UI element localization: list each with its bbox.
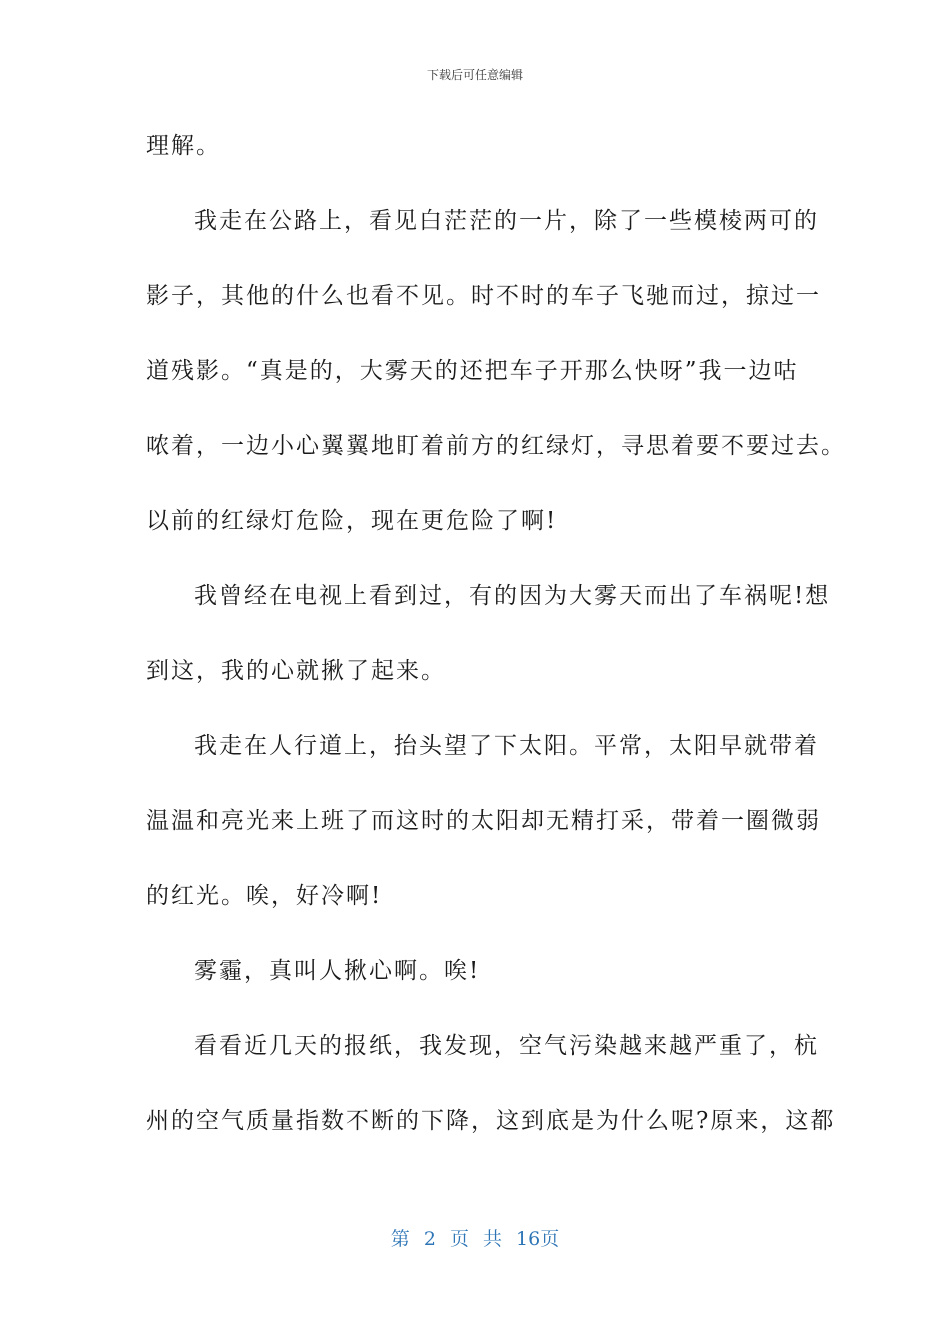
- page-header: 下载后可任意编辑: [426, 68, 523, 82]
- text-line: 的红光。唉，好冷啊!: [146, 883, 383, 909]
- text-line: 我走在公路上，看见白茫茫的一片，除了一些模棱两可的: [194, 208, 819, 234]
- text-line: 道残影。“真是的，大雾天的还把车子开那么快呀”我一边咕: [146, 358, 799, 384]
- page-number-footer: 第 2 页 共 16页: [390, 1228, 560, 1250]
- text-line: 雾霾，真叫人揪心啊。唉!: [194, 958, 481, 984]
- text-line: 哝着，一边小心翼翼地盯着前方的红绿灯，寻思着要不要过去。: [146, 433, 846, 459]
- text-line: 理解。: [146, 133, 221, 159]
- document-body: [146, 118, 846, 1168]
- text-line: 到这，我的心就揪了起来。: [146, 658, 446, 684]
- text-line: 州的空气质量指数不断的下降，这到底是为什么呢?原来，这都: [146, 1108, 836, 1134]
- text-line: 我走在人行道上，抬头望了下太阳。平常，太阳早就带着: [194, 733, 819, 759]
- text-line: 看看近几天的报纸，我发现，空气污染越来越严重了，杭: [194, 1033, 819, 1059]
- text-line: 以前的红绿灯危险，现在更危险了啊!: [146, 508, 558, 534]
- text-line: 影子，其他的什么也看不见。时不时的车子飞驰而过，掠过一: [146, 283, 821, 309]
- text-line: 我曾经在电视上看到过，有的因为大雾天而出了车祸呢!想: [194, 583, 831, 609]
- text-line: 温温和亮光来上班了而这时的太阳却无精打采，带着一圈微弱: [146, 808, 821, 834]
